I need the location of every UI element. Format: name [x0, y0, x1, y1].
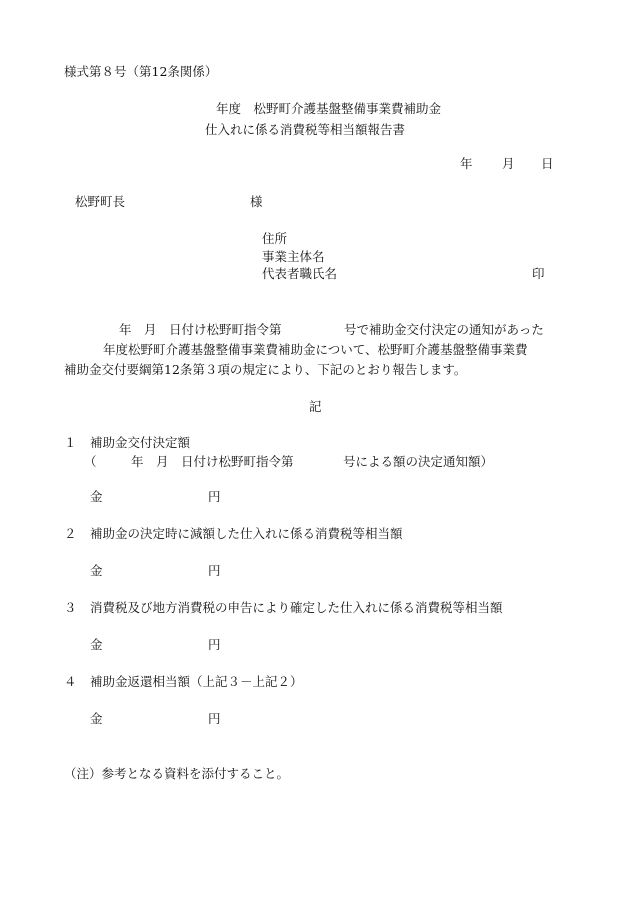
report-title-line2: 仕入れに係る消費税等相当額報告書	[205, 122, 406, 137]
item-note-open: （	[84, 454, 97, 469]
representative-label: 代表者職氏名	[262, 266, 338, 281]
date-month-label: 月	[502, 156, 515, 171]
yen-label: 円	[208, 711, 221, 726]
addressee-honorific: 様	[250, 194, 263, 209]
seal-label: 印	[532, 266, 545, 281]
form-id: 様式第８号（第12条関係）	[64, 64, 218, 79]
date-day-label: 日	[541, 156, 554, 171]
item-number: ４	[64, 674, 77, 689]
kin-label: 金	[90, 711, 103, 726]
item-label: 補助金交付決定額	[90, 435, 191, 450]
body-line1-date: 年 月 日付け松野町指令第	[119, 322, 282, 337]
item-number: ２	[64, 526, 77, 541]
kin-label: 金	[90, 563, 103, 578]
item-label: 補助金の決定時に減額した仕入れに係る消費税等相当額	[90, 526, 403, 541]
kin-label: 金	[90, 489, 103, 504]
item-label: 補助金返還相当額（上記３－上記２）	[90, 674, 303, 689]
report-title-line1: 年度 松野町介護基盤整備事業費補助金	[216, 101, 442, 116]
addressee-name: 松野町長	[75, 194, 126, 209]
body-line3: 補助金交付要綱第12条第３項の規定により、下記のとおり報告します。	[64, 362, 467, 377]
item-note-rest: 号による額の決定通知額）	[343, 454, 494, 469]
yen-label: 円	[208, 563, 221, 578]
attachment-note: （注）参考となる資料を添付すること。	[64, 766, 290, 781]
item-number: １	[64, 435, 77, 450]
kin-label: 金	[90, 637, 103, 652]
address-label: 住所	[262, 231, 288, 246]
ki-heading: 記	[309, 399, 322, 414]
entity-name-label: 事業主体名	[262, 249, 325, 264]
body-line1-rest: 号で補助金交付決定の通知があった	[344, 322, 544, 337]
date-year-label: 年	[460, 156, 473, 171]
item-number: ３	[64, 600, 77, 615]
item-note-date: 年 月 日付け松野町指令第	[131, 454, 294, 469]
body-line2: 年度松野町介護基盤整備事業費補助金について、松野町介護基盤整備事業費	[103, 342, 528, 357]
yen-label: 円	[208, 489, 221, 504]
yen-label: 円	[208, 637, 221, 652]
item-label: 消費税及び地方消費税の申告により確定した仕入れに係る消費税等相当額	[90, 600, 503, 615]
